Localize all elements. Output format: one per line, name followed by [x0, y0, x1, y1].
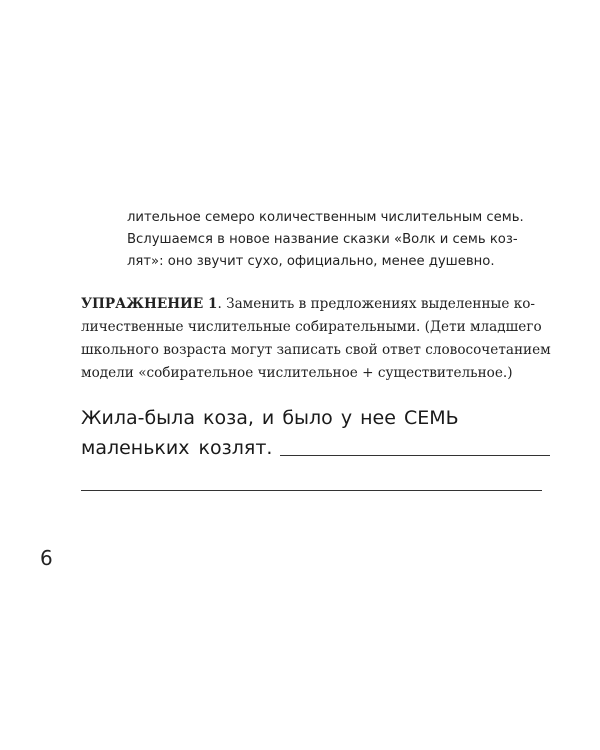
page-number: 6: [40, 546, 53, 570]
exercise-line: модели «собирательное числительное + существительное.): [81, 365, 513, 381]
answer-line-short[interactable]: [280, 455, 550, 456]
task-sentence: [81, 403, 551, 463]
intro-line: лительное семеро количественным числительным семь.: [127, 210, 524, 225]
task-line-2-text: маленьких козлят.: [81, 437, 273, 459]
task-line-2: [81, 433, 551, 463]
exercise-line-text: . Заменить в предложениях выделенные ко-: [217, 296, 536, 312]
exercise-instructions: [81, 293, 551, 385]
task-line-1: Жила-была коза, и было у нее СЕМЬ: [81, 407, 459, 429]
exercise-line: школьного возраста могут записать свой ответ словосочетанием: [81, 342, 551, 358]
exercise-title: УПРАЖНЕНИЕ 1: [81, 296, 218, 312]
exercise-line: личественные числительные собирательными. (Дети младшего: [81, 319, 542, 335]
exercise-line: [81, 293, 551, 316]
intro-line: лят»: оно звучит сухо, официально, менее душевно.: [127, 254, 495, 269]
intro-line: Вслушаемся в новое название сказки «Волк и семь коз-: [127, 232, 518, 247]
answer-line-long[interactable]: [81, 490, 542, 491]
intro-paragraph: [127, 207, 527, 273]
